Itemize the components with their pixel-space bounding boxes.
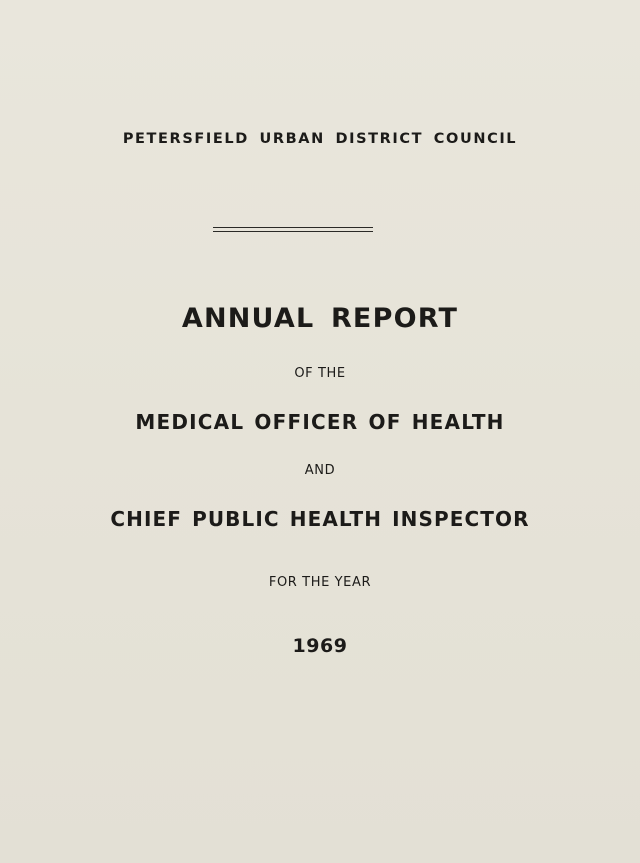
of-the-text: OF THE [294, 366, 346, 381]
and-text: AND [304, 463, 336, 478]
chief-inspector-heading: CHIEF PUBLIC HEALTH INSPECTOR [110, 507, 530, 531]
council-name: PETERSFIELD URBAN DISTRICT COUNCIL [122, 131, 518, 147]
report-title: ANNUAL REPORT [181, 303, 459, 334]
for-the-year-text: FOR THE YEAR [268, 575, 372, 590]
medical-officer-heading: MEDICAL OFFICER OF HEALTH [135, 410, 505, 434]
report-year: 1969 [292, 635, 348, 657]
double-rule-divider [213, 227, 373, 232]
